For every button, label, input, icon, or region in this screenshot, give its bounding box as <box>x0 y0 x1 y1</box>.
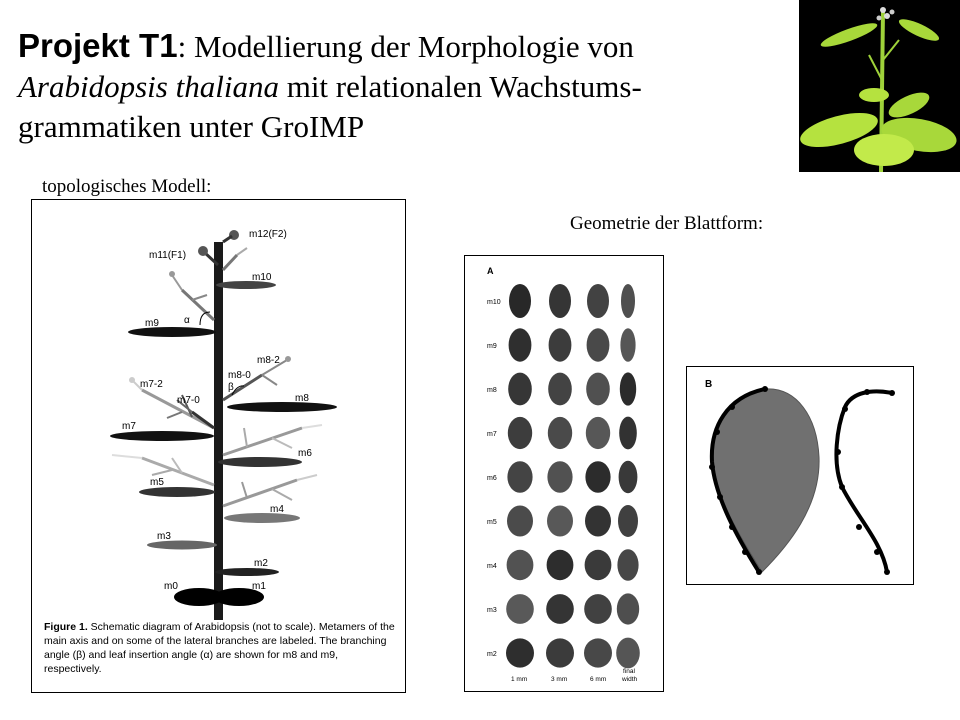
label-m7: m7 <box>122 421 136 432</box>
row-label-m2: m2 <box>487 651 497 658</box>
panel-a-letter: A <box>487 266 494 276</box>
label-m7-0: m7-0 <box>177 395 200 406</box>
col-label-1mm: 1 mm <box>511 676 528 683</box>
leaf-sample-m3-2 <box>546 594 574 624</box>
schematic-diagram <box>32 200 405 620</box>
label-m4: m4 <box>270 504 284 515</box>
leaf-outline-diagram <box>687 367 913 584</box>
slide-title <box>18 26 778 147</box>
leaf-sample-m9-2 <box>549 328 572 361</box>
leaf-sample-m2-2 <box>546 638 574 667</box>
leaf-sample-m10-3 <box>587 284 609 318</box>
leaf-sample-m6-1 <box>507 461 532 493</box>
title-line1: Modellierung der Morphologie von <box>193 29 634 64</box>
label-m1: m1 <box>252 581 266 592</box>
leaf-sample-m4-4 <box>617 549 638 581</box>
leaf-sample-m6-3 <box>585 461 610 493</box>
leaf-sample-m5-3 <box>585 506 611 537</box>
leaf-sample-m5-4 <box>618 505 638 537</box>
label-m8-2: m8-2 <box>257 355 280 366</box>
leaf-geometry-label: Geometrie der Blattform: <box>570 213 764 234</box>
leaf-sample-m3-4 <box>617 593 639 624</box>
leaf-sample-m4-1 <box>507 550 534 580</box>
label-m2: m2 <box>254 558 268 569</box>
panel-b-letter: B <box>705 379 713 390</box>
label-m3: m3 <box>157 531 171 542</box>
col-label-6mm: 6 mm <box>590 676 607 683</box>
leaf-sample-m2-3 <box>584 638 612 667</box>
leaf-sample-m7-2 <box>548 417 572 449</box>
figure1-caption <box>44 620 396 676</box>
title-line3: grammatiken unter GroIMP <box>18 109 365 144</box>
label-m0: m0 <box>164 581 178 592</box>
leaf-sample-m3-3 <box>584 594 612 624</box>
caption-label: Figure 1. <box>44 621 88 633</box>
label-m6: m6 <box>298 448 312 459</box>
species-name: Arabidopsis thaliana <box>18 69 279 104</box>
leaf-sample-m6-2 <box>547 461 572 493</box>
leaf-sample-m5-1 <box>507 506 533 537</box>
leaf-outline-figure <box>686 366 914 585</box>
label-m8-0: m8-0 <box>228 370 251 381</box>
leaf-sample-m5-2 <box>547 506 573 537</box>
col-label-final: final <box>623 668 635 675</box>
leaf-sample-m8-4 <box>620 372 636 405</box>
leaf-sample-m2-1 <box>506 638 534 667</box>
row-label-m9: m9 <box>487 343 497 350</box>
label-m5: m5 <box>150 477 164 488</box>
caption-text: Schematic diagram of Arabidopsis (not to scale). Metamers of the main axis and on some of the lateral branches are labeled. The branching angle (β) and leaf insertion angle (α) are shown for m8 and m9, respectively. <box>44 621 395 675</box>
row-label-m3: m3 <box>487 607 497 614</box>
leaf-sample-m7-1 <box>508 417 532 449</box>
alpha-symbol: α <box>184 315 190 326</box>
row-label-m10: m10 <box>487 299 501 306</box>
title-line2: mit relationalen Wachstums- <box>278 69 642 104</box>
row-label-m6: m6 <box>487 475 497 482</box>
leaf-sample-m9-3 <box>587 328 610 361</box>
label-m8: m8 <box>295 393 309 404</box>
label-m12: m12(F2) <box>249 229 287 240</box>
leaf-sample-m9-1 <box>509 328 532 361</box>
leaf-sample-m8-2 <box>548 373 572 406</box>
schematic-diagram-figure <box>31 199 406 693</box>
leaf-sample-m10-1 <box>509 284 531 318</box>
leaf-sample-m8-3 <box>586 373 610 406</box>
leaf-sample-m7-3 <box>586 417 610 449</box>
leaf-sample-m7-4 <box>619 417 637 450</box>
col-label-3mm: 3 mm <box>551 676 568 683</box>
leaf-sample-m3-1 <box>506 594 534 624</box>
row-label-m8: m8 <box>487 387 497 394</box>
label-m10: m10 <box>252 272 272 283</box>
beta-symbol: β <box>228 382 234 393</box>
leaf-sample-m9-4 <box>620 328 635 362</box>
leaf-shape-grid-figure <box>464 255 664 692</box>
topological-model-label: topologisches Modell: <box>42 176 212 197</box>
col-label-width: width <box>622 676 638 683</box>
label-m7-2: m7-2 <box>140 379 163 390</box>
leaf-sample-m4-3 <box>585 550 612 580</box>
leaf-sample-m10-2 <box>549 284 571 318</box>
leaf-shape-grid <box>465 256 663 691</box>
leaf-sample-m2-4 <box>616 638 640 669</box>
leaf-sample-m10-4 <box>621 284 635 318</box>
row-label-m4: m4 <box>487 563 497 570</box>
row-label-m5: m5 <box>487 519 497 526</box>
row-label-m7: m7 <box>487 431 497 438</box>
plant-render-image <box>799 0 960 172</box>
title-colon: : <box>177 29 194 64</box>
label-m9: m9 <box>145 318 159 329</box>
leaf-sample-m4-2 <box>547 550 574 580</box>
leaf-sample-m6-4 <box>619 461 638 493</box>
project-name: Projekt T1 <box>18 27 178 64</box>
leaf-sample-m8-1 <box>508 373 532 406</box>
label-m11: m11(F1) <box>149 250 187 261</box>
